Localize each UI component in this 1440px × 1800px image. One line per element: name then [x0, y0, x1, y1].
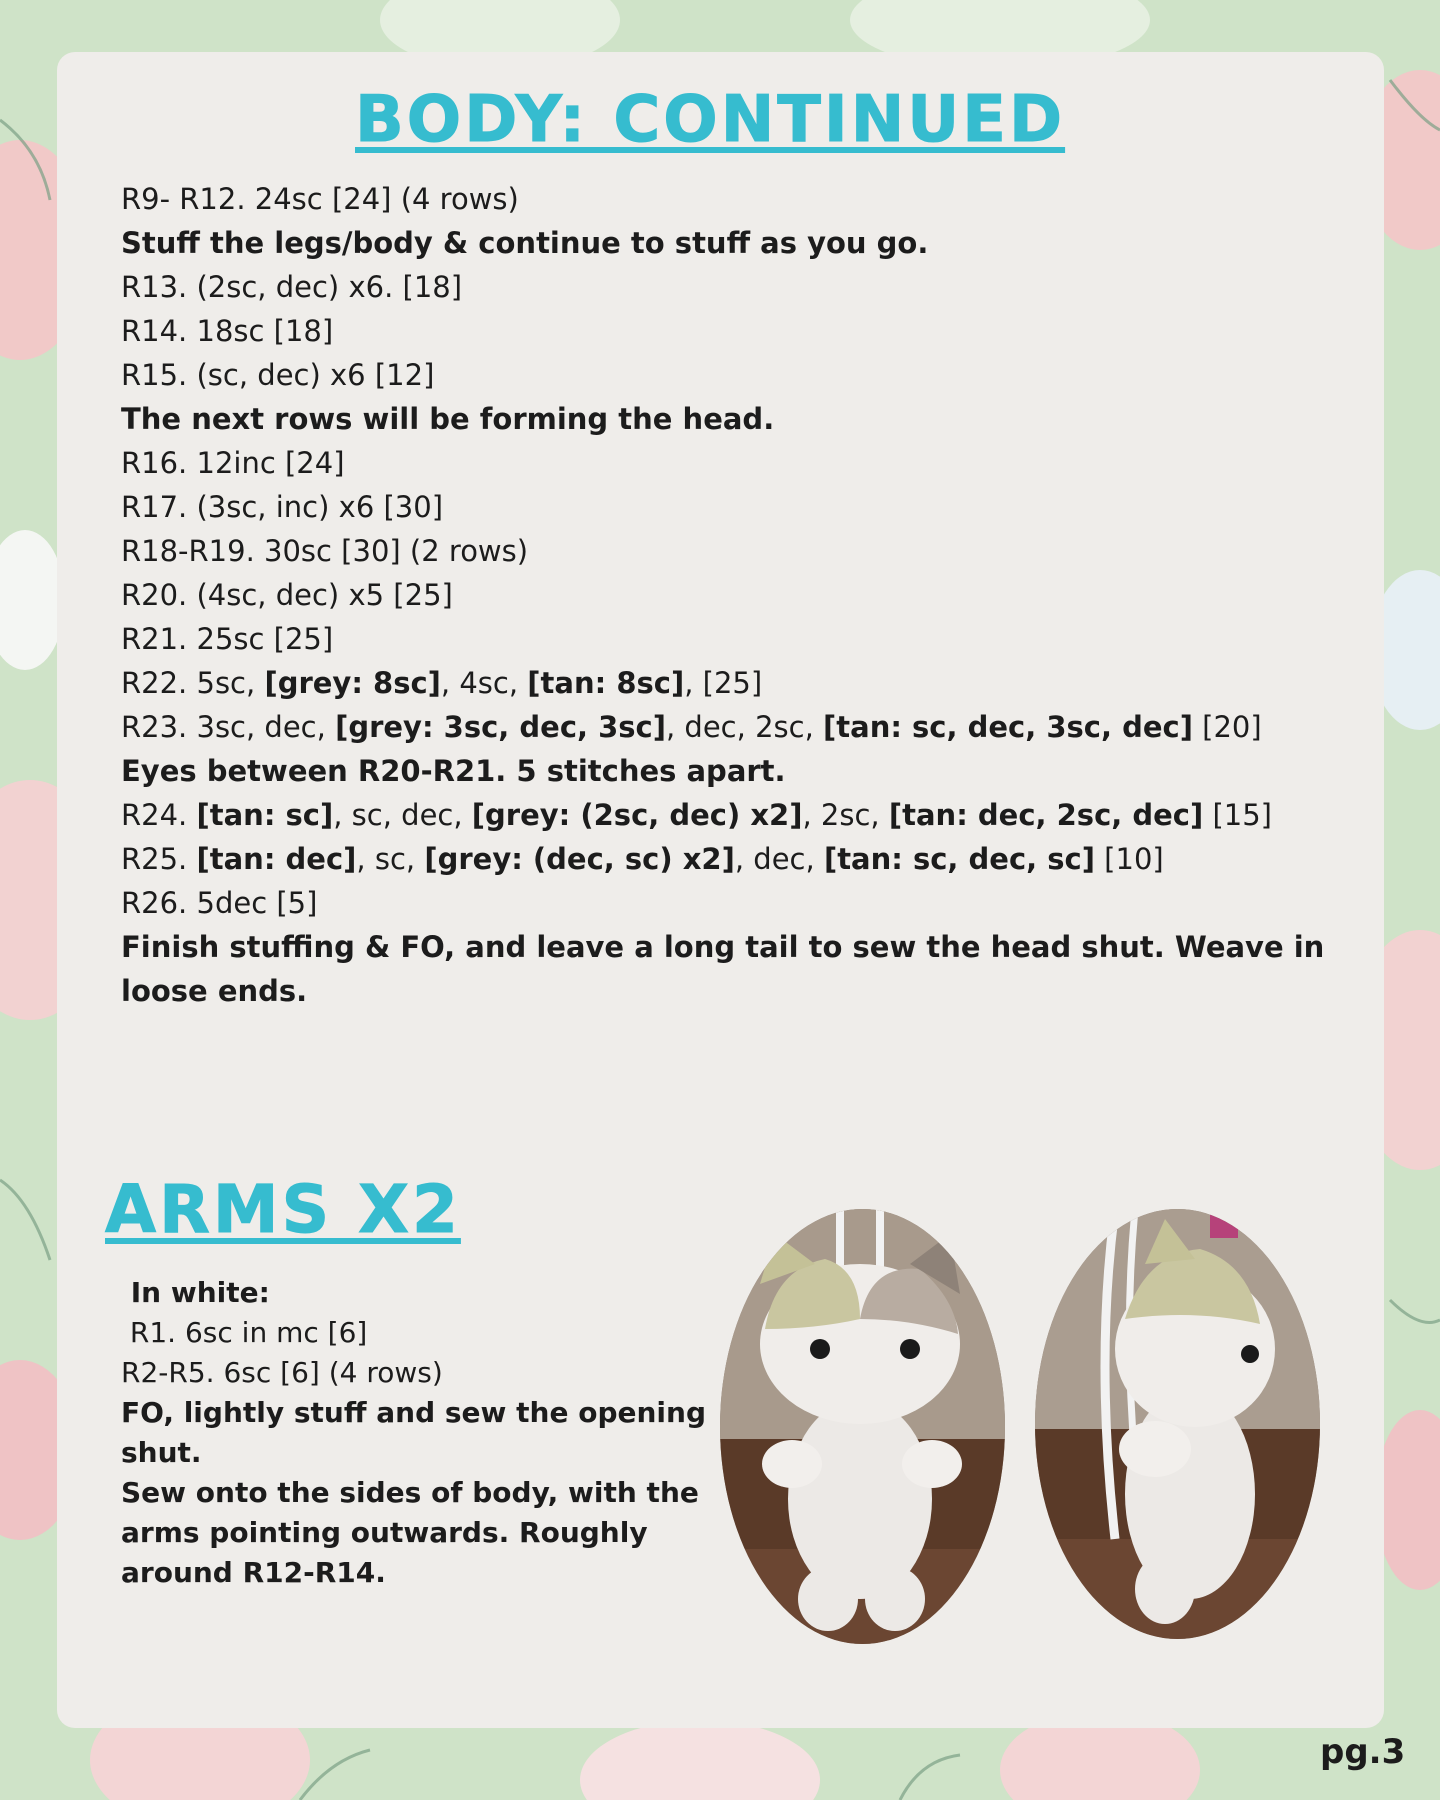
pattern-line-segment: [grey: 8sc] — [264, 666, 441, 700]
pattern-line-segment: R16. 12inc [24] — [121, 446, 345, 480]
body-pattern-instructions — [121, 177, 1361, 1013]
crochet-doll-front-photo — [720, 1209, 1005, 1644]
pattern-line — [121, 837, 1361, 881]
pattern-line-segment: Finish stuffing & FO, and leave a long tail to sew the head shut. Weave in loose ends. — [121, 930, 1325, 1008]
pattern-line-segment: [15] — [1203, 798, 1272, 832]
pattern-line — [121, 529, 1361, 573]
arms-pattern-line: R2-R5. 6sc [6] (4 rows) — [121, 1356, 443, 1389]
pattern-line-segment: [10] — [1094, 842, 1164, 876]
pattern-line-segment: , dec, — [734, 842, 824, 876]
pattern-line-segment: R21. 25sc [25] — [121, 622, 334, 656]
pattern-line-segment: [tan: sc, dec, 3sc, dec] — [823, 710, 1193, 744]
pattern-line — [121, 441, 1361, 485]
pattern-line-segment: R14. 18sc [18] — [121, 314, 334, 348]
pattern-line-segment: [grey: 3sc, dec, 3sc] — [335, 710, 666, 744]
pattern-line — [121, 309, 1361, 353]
pattern-line — [121, 749, 1361, 793]
pattern-line-segment: [tan: dec, 2sc, dec] — [888, 798, 1204, 832]
pattern-line-segment: R18-R19. 30sc [30] (2 rows) — [121, 534, 529, 568]
pattern-line — [121, 661, 1361, 705]
pattern-line — [121, 221, 1361, 265]
arms-pattern-instructions — [121, 1273, 721, 1593]
arms-title: ARMS X2 — [105, 1171, 461, 1248]
arms-pattern-line: In white: — [121, 1276, 270, 1309]
pattern-line-segment: R22. 5sc, — [121, 666, 265, 700]
arms-pattern-line: R1. 6sc in mc [6] — [121, 1316, 368, 1349]
pattern-line-segment: , sc, — [356, 842, 425, 876]
pattern-line — [121, 881, 1361, 925]
pattern-line-segment: , dec, 2sc, — [666, 710, 824, 744]
pattern-line-segment: , 2sc, — [802, 798, 889, 832]
pattern-line — [121, 793, 1361, 837]
arms-pattern-line: FO, lightly stuff and sew the opening shut. — [121, 1396, 716, 1469]
pattern-line — [121, 485, 1361, 529]
pattern-line — [121, 177, 1361, 221]
pattern-line-segment: R9- R12. 24sc [24] (4 rows) — [121, 182, 519, 216]
pattern-line — [121, 573, 1361, 617]
pattern-line-segment: , 4sc, — [440, 666, 528, 700]
pattern-line-segment: [grey: (2sc, dec) x2] — [471, 798, 803, 832]
pattern-line — [121, 925, 1361, 1013]
pattern-line — [121, 265, 1361, 309]
pattern-line-segment: [tan: dec] — [196, 842, 357, 876]
body-continued-title: BODY: CONTINUED — [355, 83, 1066, 157]
pattern-line — [121, 353, 1361, 397]
pattern-line-segment: Stuff the legs/body & continue to stuff as you go. — [121, 226, 929, 260]
pattern-line-segment: R15. (sc, dec) x6 [12] — [121, 358, 435, 392]
pattern-line-segment: , sc, dec, — [333, 798, 472, 832]
pattern-line-segment: , [25] — [684, 666, 763, 700]
arms-pattern-line: Sew onto the sides of body, with the arms pointing outwards. Roughly around R12-R14. — [121, 1476, 709, 1589]
crochet-doll-side-photo — [1035, 1209, 1320, 1639]
pattern-line-segment: R13. (2sc, dec) x6. [18] — [121, 270, 463, 304]
pattern-line-segment: Eyes between R20-R21. 5 stitches apart. — [121, 754, 786, 788]
pattern-line-segment: [tan: sc] — [196, 798, 334, 832]
pattern-line-segment: [tan: 8sc] — [527, 666, 685, 700]
pattern-line-segment: R20. (4sc, dec) x5 [25] — [121, 578, 453, 612]
pattern-line-segment: R26. 5dec [5] — [121, 886, 318, 920]
page-number: pg.3 — [1320, 1732, 1406, 1772]
pattern-line — [121, 397, 1361, 441]
pattern-line-segment: R25. — [121, 842, 197, 876]
pattern-line-segment: [grey: (dec, sc) x2] — [424, 842, 735, 876]
pattern-line-segment: The next rows will be forming the head. — [121, 402, 775, 436]
pattern-line — [121, 617, 1361, 661]
pattern-line-segment: R17. (3sc, inc) x6 [30] — [121, 490, 444, 524]
pattern-line — [121, 705, 1361, 749]
pattern-line-segment: R23. 3sc, dec, — [121, 710, 336, 744]
pattern-line-segment: R24. — [121, 798, 197, 832]
pattern-line-segment: [tan: sc, dec, sc] — [823, 842, 1095, 876]
pattern-line-segment: [20] — [1192, 710, 1262, 744]
